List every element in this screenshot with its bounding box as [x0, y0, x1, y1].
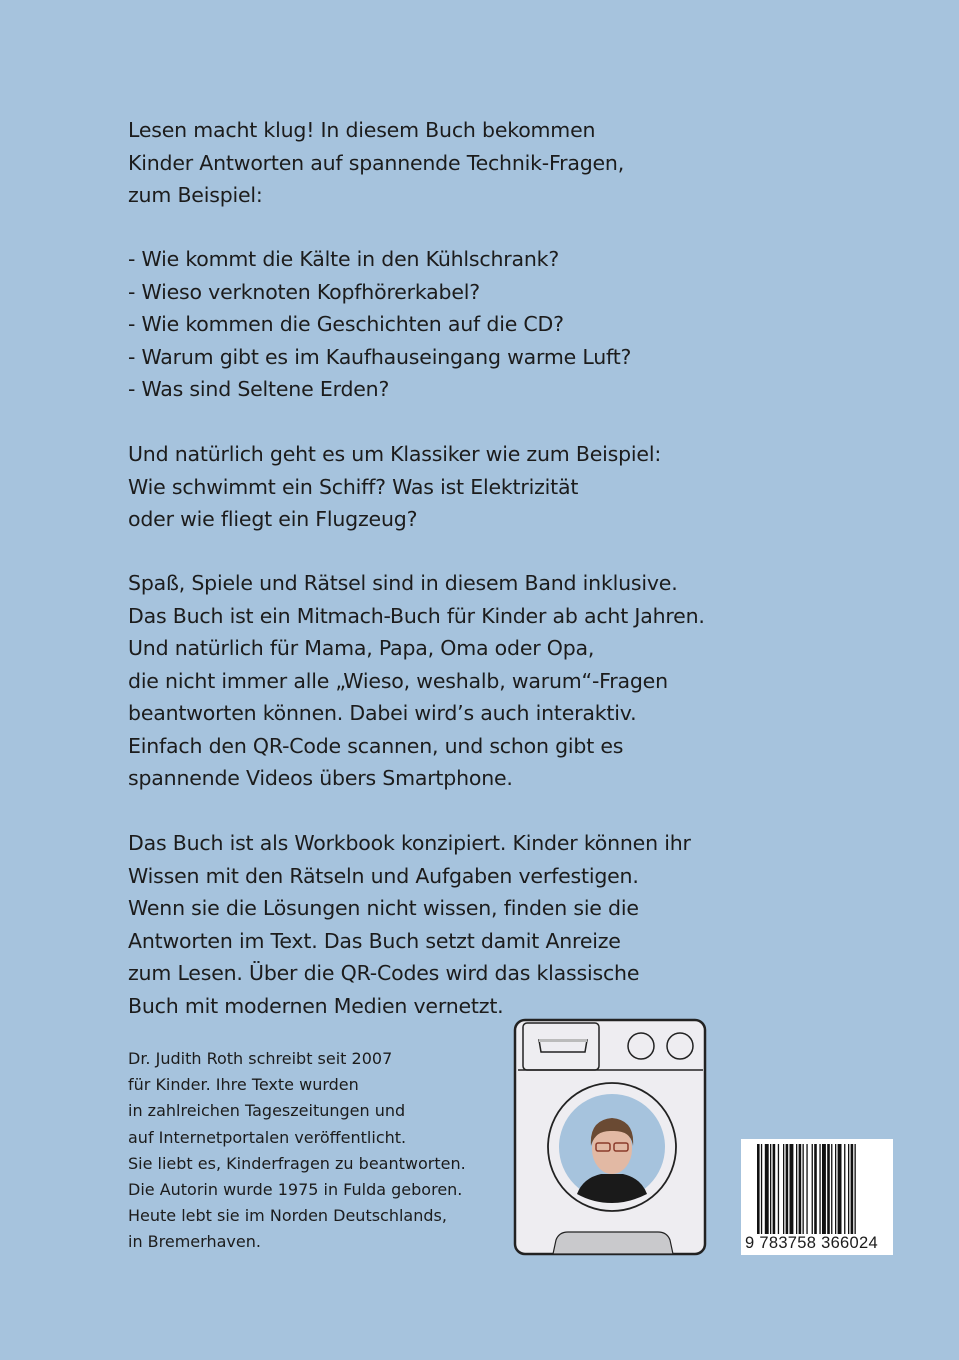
text-line: Und natürlich für Mama, Papa, Oma oder Opa,	[128, 636, 595, 660]
workbook-paragraph	[128, 827, 691, 1022]
text-line: Das Buch ist als Workbook konzipiert. Kinder können ihr	[128, 831, 691, 855]
text-line: zum Beispiel:	[128, 183, 263, 207]
list-item: - Wieso verknoten Kopfhörerkabel?	[128, 279, 480, 304]
text-line: Antworten im Text. Das Buch setzt damit Anreize	[128, 928, 621, 953]
bio-line: in Bremerhaven.	[128, 1232, 261, 1252]
list-item: - Warum gibt es im Kaufhauseingang warme Luft?	[128, 344, 632, 369]
isbn-barcode	[741, 1139, 893, 1255]
bio-line: Die Autorin wurde 1975 in Fulda geboren.	[128, 1180, 463, 1200]
text-line: Lesen macht klug! In diesem Buch bekommen	[128, 118, 596, 142]
list-item: - Wie kommt die Kälte in den Kühlschrank?	[128, 247, 559, 271]
text-line: beantworten können. Dabei wird’s auch interaktiv.	[128, 701, 637, 725]
fun-paragraph	[128, 567, 705, 795]
text-line: Buch mit modernen Medien vernetzt.	[128, 993, 504, 1018]
text-line: Einfach den QR-Code scannen, und schon gibt es	[128, 733, 624, 758]
bio-line: auf Internetportalen veröffentlicht.	[128, 1127, 407, 1147]
text-line: zum Lesen. Über die QR-Codes wird das klassische	[128, 961, 640, 985]
list-item: - Wie kommen die Geschichten auf die CD?	[128, 312, 564, 336]
bio-line: in zahlreichen Tageszeitungen und	[128, 1101, 406, 1121]
bio-line: Heute lebt sie im Norden Deutschlands,	[128, 1206, 447, 1226]
isbn-number: 9 783758 366024	[745, 1234, 878, 1252]
intro-paragraph	[128, 114, 624, 212]
text-line: spannende Videos übers Smartphone.	[128, 766, 513, 790]
list-item: - Was sind Seltene Erden?	[128, 377, 390, 401]
text-line: oder wie fliegt ein Flugzeug?	[128, 507, 418, 531]
text-line: Und natürlich geht es um Klassiker wie zum Beispiel:	[128, 442, 662, 466]
bio-line: Dr. Judith Roth schreibt seit 2007	[128, 1049, 393, 1068]
text-line: Wie schwimmt ein Schiff? Was ist Elektrizität	[128, 474, 579, 499]
washing-machine-illustration	[513, 1018, 708, 1258]
author-bio	[128, 1046, 466, 1256]
bio-line: Sie liebt es, Kinderfragen zu beantworten.	[128, 1153, 466, 1173]
classics-paragraph	[128, 438, 661, 536]
text-line: Spaß, Spiele und Rätsel sind in diesem Band inklusive.	[128, 571, 678, 595]
text-line: die nicht immer alle „Wieso, weshalb, warum“-Fragen	[128, 668, 668, 693]
text-line: Kinder Antworten auf spannende Technik-Fragen,	[128, 150, 625, 175]
text-line: Wenn sie die Lösungen nicht wissen, finden sie die	[128, 896, 639, 920]
text-line: Das Buch ist ein Mitmach-Buch für Kinder ab acht Jahren.	[128, 603, 705, 628]
bio-line: für Kinder. Ihre Texte wurden	[128, 1075, 359, 1095]
question-list	[128, 243, 631, 406]
text-line: Wissen mit den Rätseln und Aufgaben verfestigen.	[128, 863, 639, 888]
